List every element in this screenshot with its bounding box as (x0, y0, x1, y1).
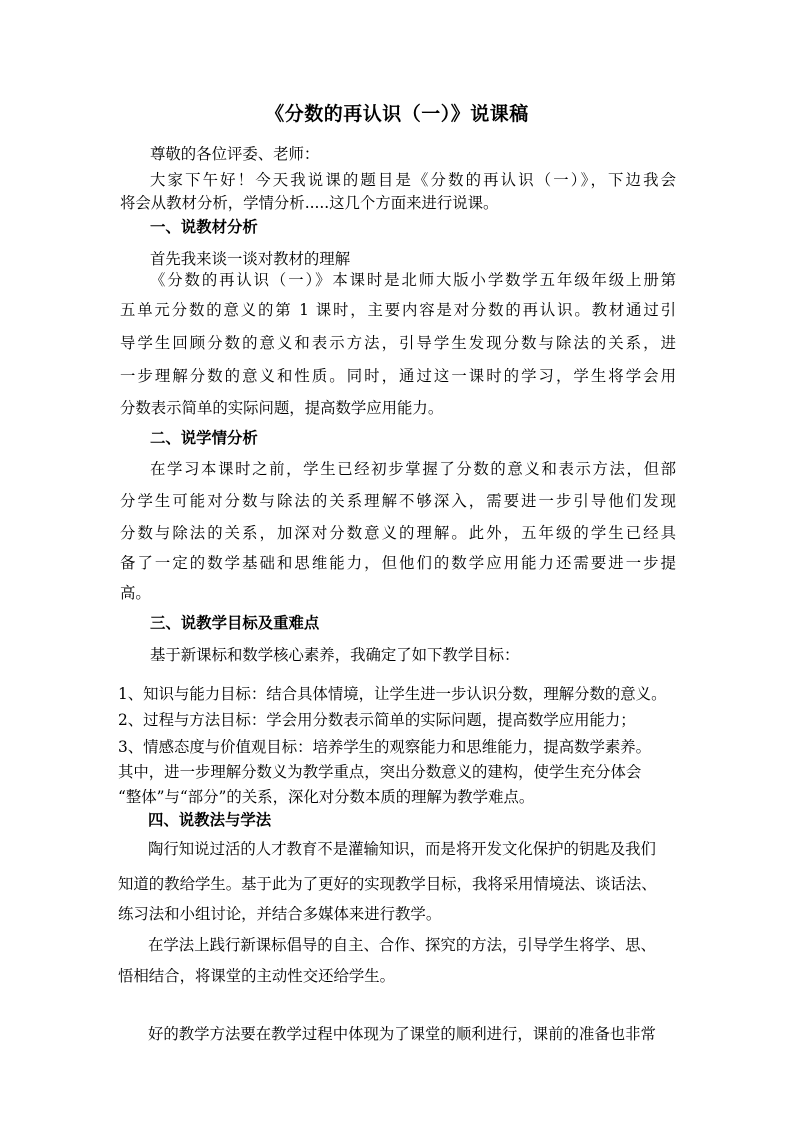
paragraph-line: 悟相结合，将课堂的主动性交还给学生。 (118, 967, 396, 985)
paragraph-line: 在学法上践行新课标倡导的自主、合作、探究的方法，引导学生将学、思、 (148, 936, 656, 954)
goal-item: 2、过程与方法目标：学会用分数表示简单的实际问题，提高数学应用能力； (118, 711, 636, 729)
paragraph-line: 陶行知说过活的人才教育不是灌输知识，而是将开发文化保护的钥匙及我们 (148, 840, 656, 858)
paragraph-line: 分数表示简单的实际问题，提高数学应用能力。 (120, 399, 444, 417)
section-heading: 三、说教学目标及重难点 (150, 614, 320, 632)
section-heading: 四、说教法与学法 (148, 811, 272, 829)
paragraph-line: 一步理解分数的意义和性质。同时，通过这一课时的学习，学生将学会用 (120, 367, 676, 385)
paragraph-line: 分学生可能对分数与除法的关系理解不够深入，需要进一步引导他们发现 (120, 492, 676, 510)
goal-item: 1、知识与能力目标：结合具体情境，让学生进一步认识分数，理解分数的意义。 (118, 685, 667, 703)
paragraph-line: 好的教学方法要在教学过程中体现为了课堂的顺利进行，课前的准备也非常 (148, 1025, 656, 1043)
paragraph-line: 备了一定的数学基础和思维能力，但他们的数学应用能力还需要进一步提 (120, 554, 676, 572)
paragraph-line: 导学生回顾分数的意义和表示方法，引导学生发现分数与除法的关系，进 (120, 334, 676, 352)
greeting: 尊敬的各位评委、老师： (150, 145, 320, 163)
section-heading: 二、说学情分析 (150, 429, 258, 447)
paragraph-line: “整体”与“部分”的关系，深化对分数本质的理解为教学难点。 (118, 788, 535, 806)
paragraph-lead: 基于新课标和数学核心素养，我确定了如下教学目标： (150, 646, 520, 664)
paragraph-line: 五单元分数的意义的第 1 课时，主要内容是对分数的再认识。教材通过引 (120, 301, 676, 319)
paragraph-lead: 首先我来谈一谈对教材的理解 (150, 250, 351, 268)
intro-line: 大家下午好！今天我说课的题目是《分数的再认识（一）》，下边我会 (150, 171, 676, 189)
paragraph-line: 高。 (120, 584, 151, 602)
paragraph-line: 其中，进一步理解分数义为教学重点，突出分数意义的建构，使学生充分体会 (118, 763, 642, 781)
goal-item: 3、情感态度与价值观目标：培养学生的观察能力和思维能力，提高数学素养。 (118, 738, 652, 756)
paragraph-line: 《分数的再认识（一）》本课时是北师大版小学数学五年级年级上册第 (150, 271, 676, 289)
paragraph-line: 知道的教给学生。基于此为了更好的实现教学目标，我将采用情境法、谈话法、 (118, 875, 657, 893)
intro-line: 将会从教材分析，学情分析.....这几个方面来进行说课。 (120, 194, 499, 212)
paragraph-line: 在学习本课时之前，学生已经初步掌握了分数的意义和表示方法，但部 (150, 460, 676, 478)
document-title: 《分数的再认识（一）》说课稿 (265, 103, 529, 125)
paragraph-line: 分数与除法的关系，加深对分数意义的理解。此外，五年级的学生已经具 (120, 524, 676, 542)
paragraph-line: 练习法和小组讨论，并结合多媒体来进行教学。 (118, 905, 442, 923)
section-heading: 一、说教材分析 (150, 218, 258, 236)
